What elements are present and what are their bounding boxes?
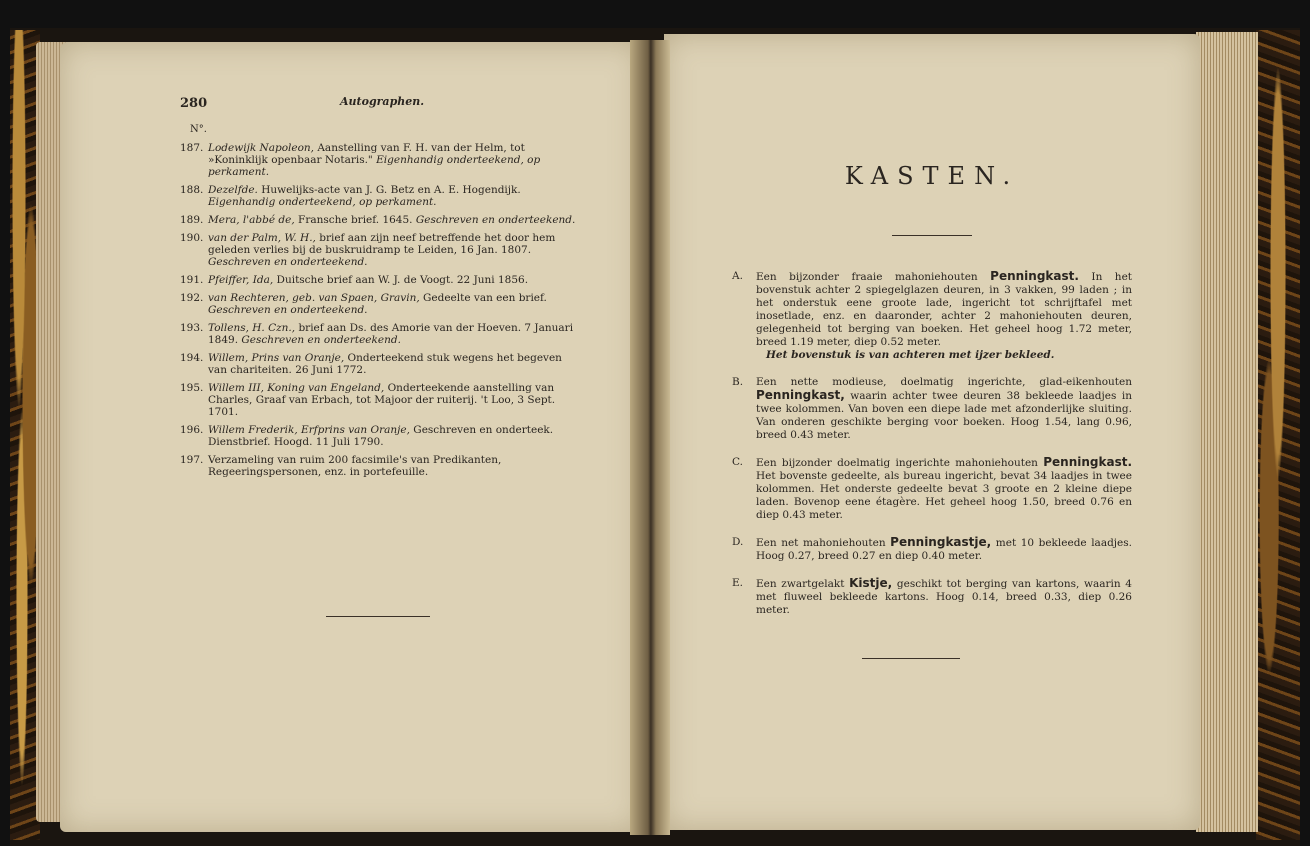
- entry-name: van der Palm, W. H.,: [208, 232, 316, 244]
- catalogue-entries: [180, 142, 580, 478]
- entry-text: Huwelijks-acte van J. G. Betz en A. E. Hogendijk.: [257, 184, 521, 196]
- item-body: [756, 456, 1132, 522]
- item-text-pre: Een bijzonder doelmatig ingerichte mahoniehouten: [756, 457, 1044, 469]
- running-head: [180, 92, 580, 112]
- item-type: Penningkast.: [1043, 455, 1132, 469]
- catalogue-entry: [180, 232, 580, 268]
- entry-text: Verzameling van ruim 200 facsimile's van Predikanten, Regeeringspersonen, enz. in portefeuille.: [208, 454, 502, 478]
- entry-name: Tollens, H. Czn.,: [208, 322, 296, 334]
- entry-note: Eigenhandig onderteekend, op perkament.: [208, 196, 437, 208]
- entry-body: [208, 454, 580, 478]
- entry-body: [208, 292, 580, 316]
- entry-text: Duitsche brief aan W. J. de Voogt. 22 Juni 1856.: [273, 274, 529, 286]
- entry-note: Geschreven en onderteekend.: [208, 304, 368, 316]
- entry-body: [208, 424, 580, 448]
- entry-body: [208, 322, 580, 346]
- entry-body: [208, 214, 580, 226]
- item-letter: C.: [732, 456, 743, 468]
- entry-body: [208, 382, 580, 418]
- item-text-post: geschikt tot berging van kartons, waarin 4 met fluweel bekleede kartons. Hoog 0.14, breed 0.33, diep 0.26 meter.: [756, 578, 1132, 616]
- title-rule: [892, 235, 972, 236]
- cabinet-item: [732, 577, 1132, 617]
- entry-text: brief aan Ds. des Amorie van der Hoeven. 7 Januari 1849.: [208, 322, 574, 346]
- item-type: Kistje,: [849, 576, 893, 590]
- entry-number: 188.: [180, 184, 204, 196]
- entry-number: 189.: [180, 214, 204, 226]
- entry-body: [208, 232, 580, 268]
- section-title: KASTEN.: [844, 162, 1020, 190]
- entry-body: [208, 142, 580, 178]
- catalogue-entry: [180, 184, 580, 208]
- catalogue-entry: [180, 142, 580, 178]
- end-rule-left: [326, 616, 430, 617]
- page-number: 280: [180, 96, 208, 111]
- entry-name: van Rechteren, geb. van Spaen, Gravin,: [208, 292, 420, 304]
- left-page-text: [180, 92, 580, 478]
- catalogue-entry: [180, 382, 580, 418]
- entry-number: 191.: [180, 274, 204, 286]
- item-text-pre: Een net mahoniehouten: [756, 537, 891, 549]
- entry-name: Willem, Prins van Oranje,: [208, 352, 345, 364]
- entry-number: 195.: [180, 382, 204, 394]
- book-gutter: [630, 40, 670, 835]
- catalogue-entry: [180, 214, 580, 226]
- right-page-text: [732, 130, 1132, 631]
- cabinet-item: [732, 536, 1132, 563]
- entry-number: 187.: [180, 142, 204, 154]
- entry-text: Onderteekend stuk wegens het begeven van chariteiten. 26 Juni 1772.: [208, 352, 562, 376]
- entry-number: 192.: [180, 292, 204, 304]
- item-text-post: waarin achter twee deuren 38 bekleede laadjes in twee kolommen. Van boven een diepe lade met afzonderlijke sluiting. Van onderen geschikte berging voor boeken. Hoog 1.54, lang 0.96, breed 0.43 meter.: [756, 390, 1132, 441]
- catalogue-entry: [180, 322, 580, 346]
- entry-text: Geschreven en onderteek. Dienstbrief. Hoogd. 11 Juli 1790.: [208, 424, 554, 448]
- entry-text: Aanstelling van F. H. van der Helm, tot »Koninklijk openbaar Notaris.": [208, 142, 525, 166]
- item-type: Penningkast.: [990, 269, 1079, 283]
- item-text-pre: Een zwartgelakt: [756, 578, 850, 590]
- running-head-title: Autographen.: [340, 95, 425, 108]
- entry-note: Geschreven en onderteekend.: [241, 334, 401, 346]
- item-type: Penningkast,: [756, 388, 845, 402]
- number-column-label: N°.: [190, 124, 207, 135]
- item-text-pre: Een nette modieuse, doelmatig ingerichte, glad-eikenhouten: [756, 376, 1132, 388]
- entry-number: 193.: [180, 322, 204, 334]
- entry-name: Pfeiffer, Ida,: [208, 274, 274, 286]
- item-letter: E.: [732, 577, 744, 589]
- entry-note: Eigenhandig onderteekend, op perkament.: [208, 154, 541, 178]
- entry-number: 194.: [180, 352, 204, 364]
- cabinet-item: [732, 376, 1132, 442]
- catalogue-entry: [180, 292, 580, 316]
- item-note: Het bovenstuk is van achteren met ijzer bekleed.: [766, 349, 1055, 361]
- entry-body: [208, 184, 580, 208]
- entry-note: Geschreven en onderteekend.: [208, 256, 368, 268]
- entry-text: Onderteekende aanstelling van Charles, Graaf van Erbach, tot Majoor der ruiterij. 't Loo, 3 Sept. 1701.: [208, 382, 556, 418]
- item-text-pre: Een bijzonder fraaie mahoniehouten: [756, 271, 991, 283]
- cabinet-item: [732, 456, 1132, 522]
- item-text-post: Het bovenste gedeelte, als bureau ingericht, bevat 34 laadjes in twee kolommen. Het onderste gedeelte bevat 3 groote en 2 kleine diepe laden. Bovenop eene étagère. Het geheel hoog 1.50, breed 0.76 en diep 0.43 meter.: [756, 470, 1132, 521]
- entry-number: 197.: [180, 454, 204, 466]
- entry-name: Lodewijk Napoleon,: [208, 142, 315, 154]
- entry-name: Willem III, Koning van Engeland,: [208, 382, 385, 394]
- entry-number: 196.: [180, 424, 204, 436]
- item-letter: D.: [732, 536, 744, 548]
- item-type: Penningkastje,: [890, 535, 992, 549]
- entry-name: Dezelfde.: [208, 184, 258, 196]
- entry-text: brief aan zijn neef betreffende het door hem geleden verlies bij de buskruidramp te Leiden, 16 Jan. 1807.: [208, 232, 556, 256]
- item-text-post: In het bovenstuk achter 2 spiegelglazen deuren, in 3 vakken, 99 laden ; in het onderstuk eene groote lade, ingericht tot schrijftafel met inosetlade, enz. en daaronder, achter 2 mahoniehouten deuren, gelegenheid tot berging van boeken. Het geheel hoog 1.72 meter, breed 1.19 meter, diep 0.52 meter.: [756, 271, 1133, 348]
- item-body: [756, 536, 1132, 563]
- entry-note: Geschreven en onderteekend.: [415, 214, 576, 226]
- page-edges-right: [1196, 32, 1258, 832]
- entry-name: Willem Frederik, Erfprins van Oranje,: [208, 424, 410, 436]
- entry-body: [208, 274, 580, 286]
- item-text-post: met 10 bekleede laadjes. Hoog 0.27, breed 0.27 en diep 0.40 meter.: [756, 537, 1132, 562]
- item-body: [756, 376, 1132, 442]
- entry-text: Fransche brief. 1645.: [294, 214, 416, 226]
- end-rule-right: [862, 658, 960, 659]
- marbled-cover-right: [1256, 30, 1300, 840]
- item-letter: A.: [732, 270, 743, 282]
- item-body: [756, 270, 1132, 362]
- entry-body: [208, 352, 580, 376]
- catalogue-entry: [180, 352, 580, 376]
- entry-name: Mera, l'abbé de,: [208, 214, 295, 226]
- catalogue-entry: [180, 274, 580, 286]
- item-letter: B.: [732, 376, 744, 388]
- entry-number: 190.: [180, 232, 204, 244]
- catalogue-entry: [180, 454, 580, 478]
- catalogue-entry: [180, 424, 580, 448]
- entry-text: Gedeelte van een brief.: [419, 292, 547, 304]
- item-body: [756, 577, 1132, 617]
- cabinet-items: [732, 270, 1132, 617]
- cabinet-item: [732, 270, 1132, 362]
